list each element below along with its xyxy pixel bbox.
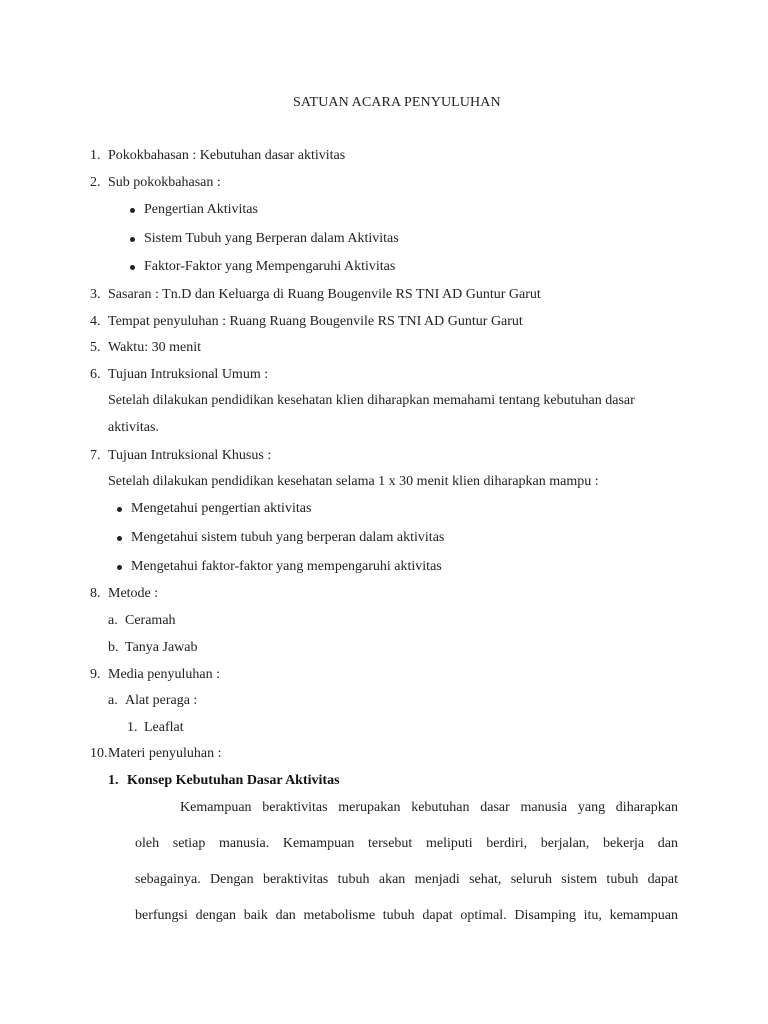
sub-sub-item-number: 1. [127, 720, 138, 735]
list-item: Mengetahui faktor-faktor yang mempengaruhi aktivitas [131, 559, 442, 574]
item-number: 10. [90, 746, 108, 761]
list-item: Pengertian Aktivitas [144, 202, 258, 217]
list-item: Mengetahui pengertian aktivitas [131, 501, 312, 516]
sub-item-text: Tanya Jawab [125, 640, 198, 655]
paragraph-line: oleh setiap manusia. Kemampuan tersebut meliputi berdiri, berjalan, bekerja dan [135, 836, 678, 851]
paragraph-line: sebagainya. Dengan berakt​ivitas tubuh akan menjadi sehat, seluruh sistem tubuh dapat [135, 872, 678, 887]
item-text: Materi penyuluhan : [108, 746, 222, 761]
list-item: Mengetahui sistem tubuh yang berperan dalam aktivitas [131, 530, 445, 545]
paragraph-line: aktivitas. [108, 420, 159, 435]
paragraph-line: Kemampuan berakt​ivitas merupakan kebutuhan dasar manusia yang diharapkan [180, 800, 678, 815]
paragraph-line: berfungsi dengan baik dan metabolisme tubuh dapat optimal. Disamping itu, kemampuan [135, 908, 678, 923]
bullet-icon [117, 536, 122, 541]
sub-sub-item-text: Leaflat [144, 720, 184, 735]
item-text: Sub pokokbahasan : [108, 175, 221, 190]
paragraph-line: Setelah dilakukan pendidikan kesehatan selama 1 x 30 menit klien diharapkan mampu : [108, 474, 599, 489]
document-title: SATUAN ACARA PENYULUHAN [293, 95, 501, 110]
item-text: Media penyuluhan : [108, 667, 220, 682]
item-number: 7. [90, 448, 101, 463]
section-heading-number: 1. [108, 773, 119, 788]
item-number: 5. [90, 340, 101, 355]
item-number: 1. [90, 148, 101, 163]
sub-item-letter: b. [108, 640, 119, 655]
item-text: Pokokbahasan : Kebutuhan dasar aktivitas [108, 148, 346, 163]
item-text: Tempat penyuluhan : Ruang Ruang Bougenvile RS TNI AD Guntur Garut [108, 314, 523, 329]
paragraph-line: Setelah dilakukan pendidikan kesehatan klien diharapkan memahami tentang kebutuhan dasar [108, 393, 635, 408]
bullet-icon [130, 237, 135, 242]
bullet-icon [117, 565, 122, 570]
item-text: Metode : [108, 586, 159, 601]
item-text: Tujuan Intruksional Umum : [108, 367, 269, 382]
item-text: Waktu: 30 menit [108, 340, 201, 355]
list-item: Faktor-Faktor yang Mempengaruhi Aktivitas [144, 259, 396, 274]
sub-item-letter: a. [108, 693, 118, 708]
bullet-icon [130, 208, 135, 213]
sub-item-letter: a. [108, 613, 118, 628]
bullet-icon [117, 507, 122, 512]
section-heading: Konsep Kebutuhan Dasar Aktivitas [127, 773, 340, 788]
item-number: 9. [90, 667, 101, 682]
sub-item-text: Ceramah [125, 613, 176, 628]
list-item: Sistem Tubuh yang Berperan dalam Aktivitas [144, 231, 399, 246]
item-text: Sasaran : Tn.D dan Keluarga di Ruang Bougenvile RS TNI AD Guntur Garut [108, 287, 541, 302]
bullet-icon [130, 265, 135, 270]
item-number: 2. [90, 175, 101, 190]
item-number: 6. [90, 367, 101, 382]
item-text: Tujuan Intruksional Khusus : [108, 448, 272, 463]
item-number: 8. [90, 586, 101, 601]
sub-item-text: Alat peraga : [125, 693, 198, 708]
item-number: 3. [90, 287, 101, 302]
item-number: 4. [90, 314, 101, 329]
